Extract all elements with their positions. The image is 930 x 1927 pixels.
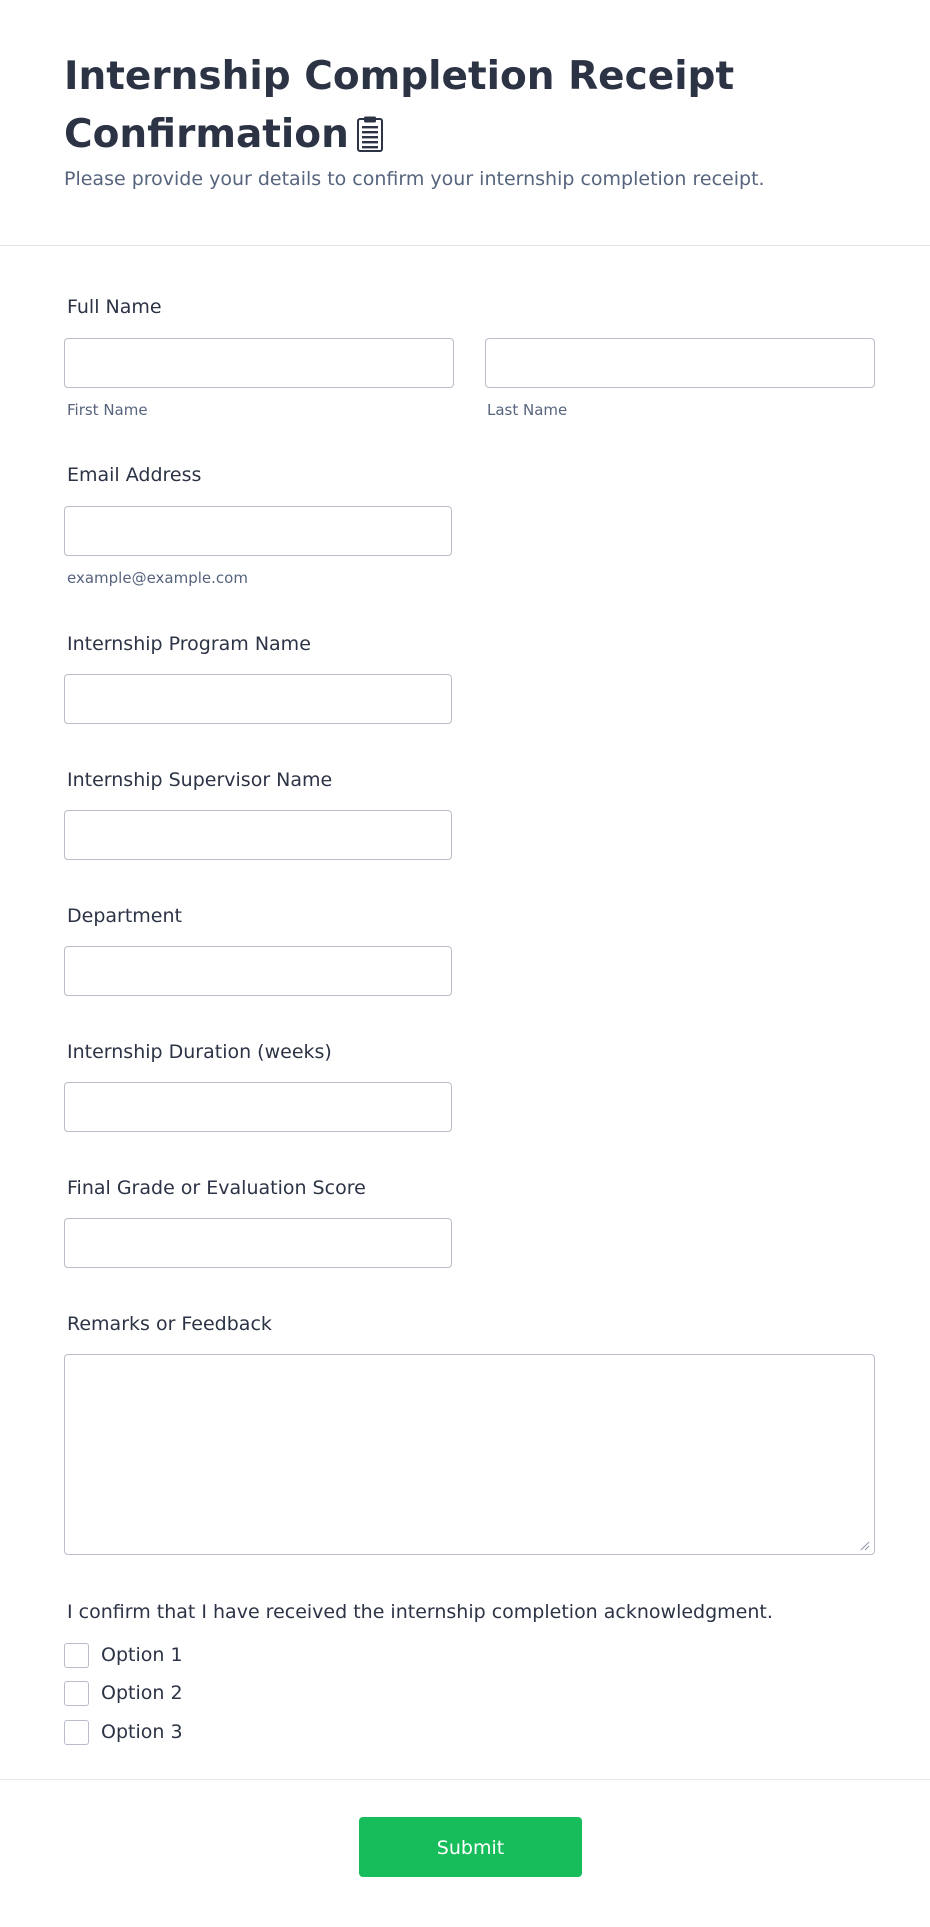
full-name-label: Full Name — [67, 296, 162, 318]
remarks-textarea[interactable] — [64, 1354, 875, 1555]
department-input[interactable] — [64, 946, 452, 996]
page-subtitle: Please provide your details to confirm your internship completion receipt. — [64, 168, 765, 190]
confirmation-option-3[interactable] — [64, 1719, 183, 1745]
option-label: Option 2 — [101, 1682, 183, 1704]
department-label: Department — [67, 905, 182, 927]
email-input[interactable] — [64, 506, 452, 556]
first-name-input[interactable] — [64, 338, 454, 388]
checkbox[interactable] — [64, 1681, 89, 1706]
email-label: Email Address — [67, 464, 202, 486]
footer-divider — [0, 1779, 930, 1780]
remarks-label: Remarks or Feedback — [67, 1313, 272, 1335]
duration-input[interactable] — [64, 1082, 452, 1132]
resize-grip-icon[interactable] — [860, 1541, 870, 1551]
page-title-text: Internship Completion Receipt Confirmation — [64, 54, 735, 157]
confirmation-option-1[interactable] — [64, 1642, 183, 1668]
option-label: Option 3 — [101, 1721, 183, 1743]
supervisor-input[interactable] — [64, 810, 452, 860]
first-name-sublabel: First Name — [67, 401, 148, 419]
email-sublabel: example@example.com — [67, 569, 248, 587]
confirmation-question: I confirm that I have received the internship completion acknowledgment. — [67, 1601, 773, 1623]
supervisor-label: Internship Supervisor Name — [67, 769, 333, 791]
grade-input[interactable] — [64, 1218, 452, 1268]
page-title — [64, 48, 824, 164]
submit-button[interactable]: Submit — [359, 1817, 582, 1877]
checkbox[interactable] — [64, 1643, 89, 1668]
option-label: Option 1 — [101, 1644, 183, 1666]
grade-label: Final Grade or Evaluation Score — [67, 1177, 366, 1199]
confirmation-option-2[interactable] — [64, 1680, 183, 1706]
program-label: Internship Program Name — [67, 633, 311, 655]
last-name-sublabel: Last Name — [487, 401, 568, 419]
last-name-input[interactable] — [485, 338, 875, 388]
form-header — [0, 0, 930, 246]
program-input[interactable] — [64, 674, 452, 724]
clipboard-icon — [357, 111, 383, 147]
duration-label: Internship Duration (weeks) — [67, 1041, 332, 1063]
checkbox[interactable] — [64, 1720, 89, 1745]
